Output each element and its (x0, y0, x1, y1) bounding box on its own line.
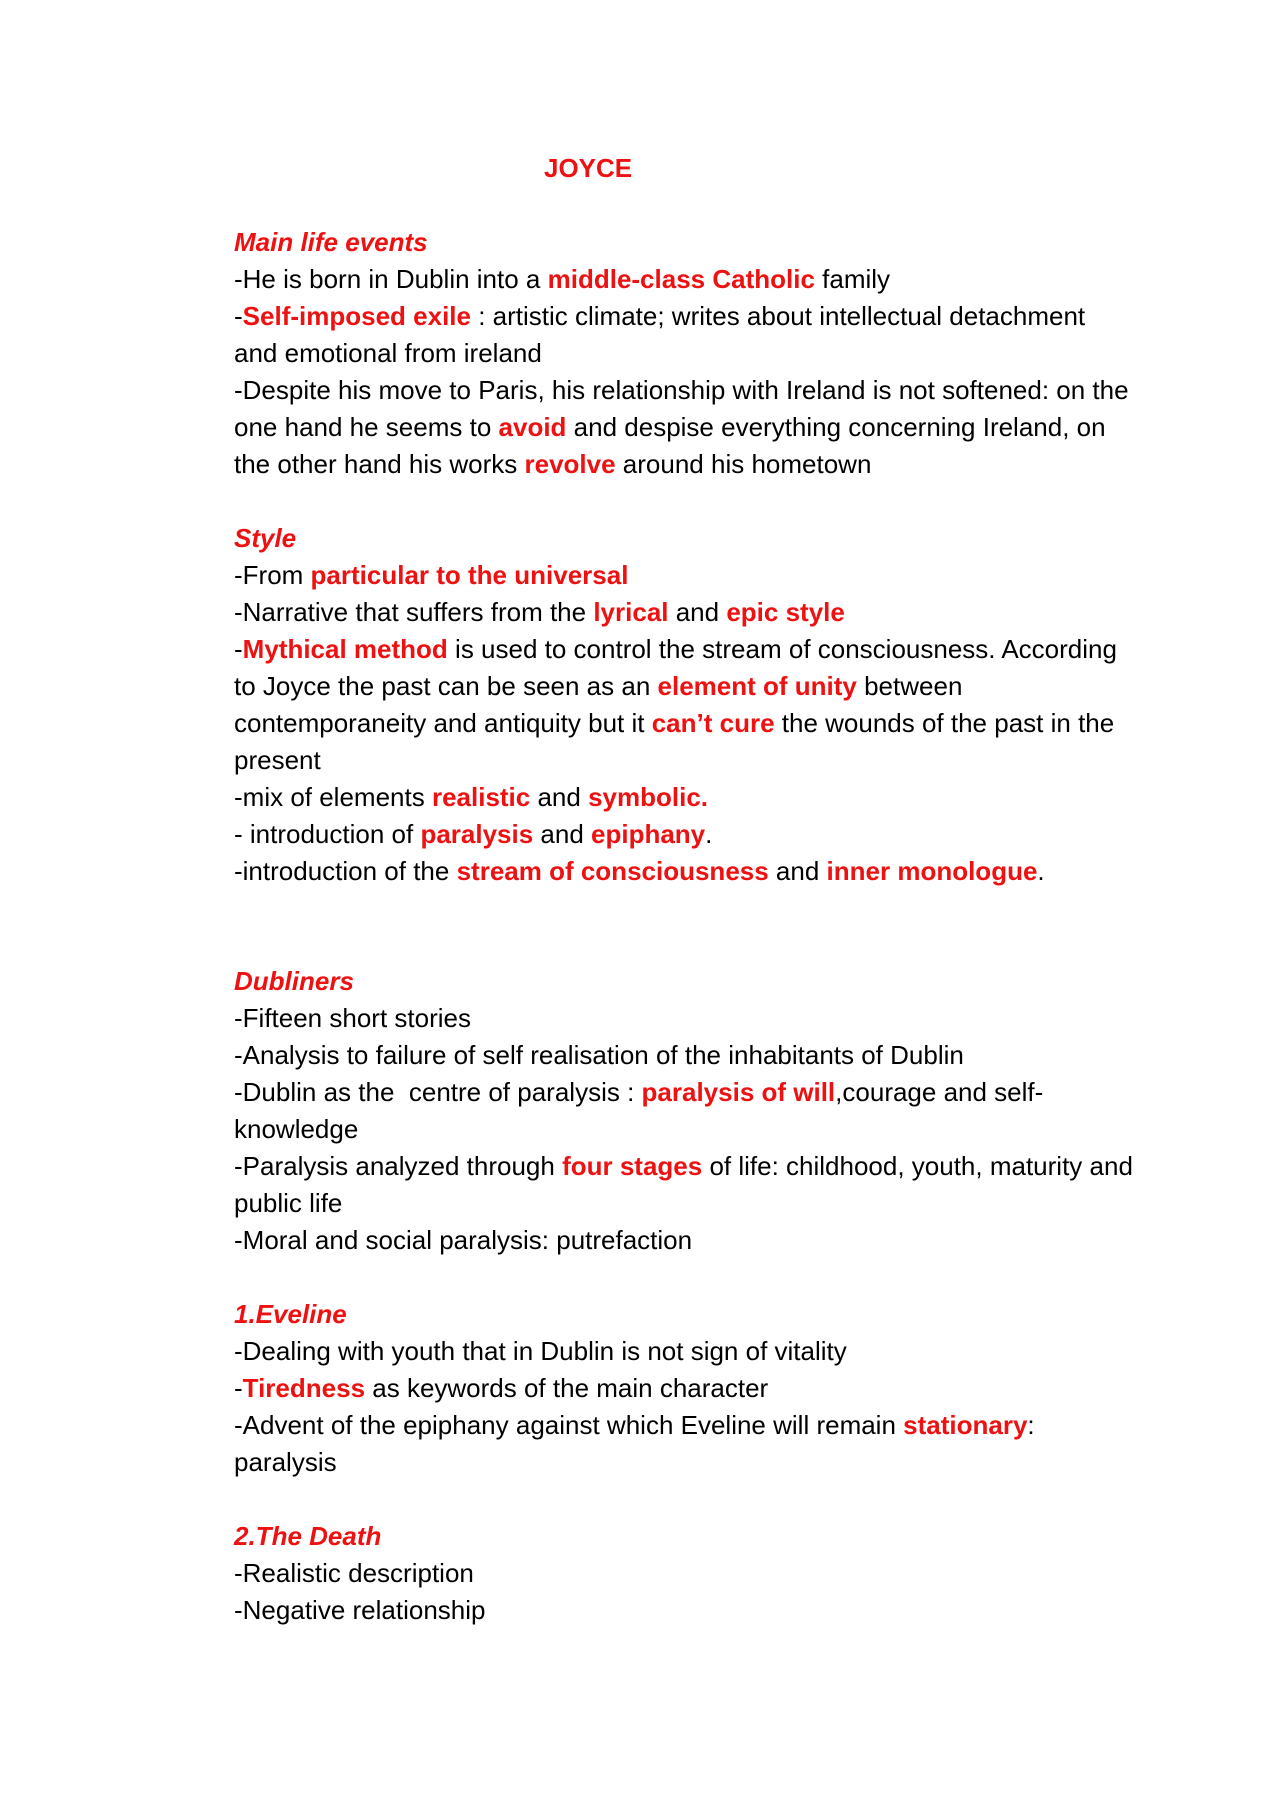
text-run: -introduction of the (234, 856, 457, 886)
bullet-line (234, 631, 1134, 779)
bullet-line (234, 1222, 1134, 1259)
bullet-line (234, 1037, 1134, 1074)
text-run: the wounds of the past in the present (234, 708, 1122, 775)
text-run: -From (234, 560, 311, 590)
sections-container (234, 224, 1141, 1629)
section (234, 224, 1134, 483)
section-heading: 1.Eveline (234, 1299, 347, 1329)
text-run: -Paralysis analyzed through (234, 1151, 563, 1181)
spacer (234, 483, 1134, 520)
text-run: : artistic climate; writes about intellectual detachment and emotional from ireland (234, 301, 1093, 368)
text-run: ,courage and self-knowledge (234, 1077, 1044, 1144)
text-run: - (234, 301, 243, 331)
text-run: and despise everything concerning Ireland, on the other hand his works (234, 412, 1113, 479)
spacer (234, 187, 1134, 224)
text-run: . (705, 819, 713, 849)
bullet-line (234, 594, 1134, 631)
bullet-line (234, 1000, 1134, 1037)
text-run: -Fifteen short stories (234, 1003, 471, 1033)
spacer (234, 890, 1134, 963)
bullet-line (234, 853, 1134, 890)
highlighted-text: particular to the universal (310, 560, 629, 590)
bullet-line (234, 1333, 1134, 1370)
highlighted-text: revolve (524, 449, 616, 479)
highlighted-text: Self-imposed exile (242, 301, 471, 331)
bullet-line (234, 1407, 1134, 1481)
text-run: -Dealing with youth that in Dublin is not sign of vitality (234, 1336, 847, 1366)
text-run: as keywords of the main character (365, 1373, 769, 1403)
bullet-line (234, 1555, 1134, 1592)
text-run: - (234, 1373, 243, 1403)
text-run: : paralysis (234, 1410, 1042, 1477)
text-run: -Analysis to failure of self realisation of the inhabitants of Dublin (234, 1040, 964, 1070)
section (234, 1518, 1134, 1629)
document-title: JOYCE (544, 153, 633, 183)
section-heading: 2.The Death (234, 1521, 382, 1551)
text-run: -Advent of the epiphany against which Eveline will remain (234, 1410, 904, 1440)
bullet-line (234, 1370, 1134, 1407)
spacer (234, 1481, 1134, 1518)
bullet-line (234, 1592, 1134, 1629)
text-run: family (814, 264, 891, 294)
text-run: and (668, 597, 727, 627)
highlighted-text: avoid (498, 412, 567, 442)
highlighted-text: paralysis (420, 819, 534, 849)
text-run: -Dublin as the centre of paralysis : (234, 1077, 642, 1107)
section-heading: Main life events (234, 227, 428, 257)
text-run: -Moral and social paralysis: putrefaction (234, 1225, 693, 1255)
bullet-line (234, 1148, 1141, 1222)
section (234, 963, 1141, 1259)
text-run: -Narrative that suffers from the (234, 597, 594, 627)
section (234, 520, 1134, 890)
text-run: - introduction of (234, 819, 421, 849)
highlighted-text: Tiredness (242, 1373, 366, 1403)
highlighted-text: paralysis of will (641, 1077, 836, 1107)
spacer (234, 1259, 1134, 1296)
text-run: -Despite his move to Paris, his relationship with Ireland is not softened: on the one hand he seems to (234, 375, 1136, 442)
text-run: -He is born in Dublin into a (234, 264, 548, 294)
text-run: -Realistic description (234, 1558, 474, 1588)
text-run: -mix of elements (234, 782, 432, 812)
highlighted-text: Mythical method (242, 634, 448, 664)
highlighted-text: middle-class Catholic (547, 264, 815, 294)
text-run: and (530, 782, 589, 812)
bullet-line (234, 816, 1134, 853)
text-run: of life: childhood, youth, maturity and public life (234, 1151, 1141, 1218)
text-run: around his hometown (615, 449, 872, 479)
text-run: and (768, 856, 827, 886)
text-run: between contemporaneity and antiquity but it (234, 671, 970, 738)
bullet-line (234, 372, 1134, 483)
highlighted-text: stream of consciousness (456, 856, 769, 886)
text-run: . (1037, 856, 1045, 886)
section-heading: Style (234, 523, 297, 553)
bullet-line (234, 298, 1134, 372)
section-heading: Dubliners (234, 966, 354, 996)
highlighted-text: can’t cure (651, 708, 775, 738)
highlighted-text: realistic (431, 782, 531, 812)
highlighted-text: epiphany (591, 819, 706, 849)
text-run: and (533, 819, 592, 849)
highlighted-text: element of unity (657, 671, 857, 701)
highlighted-text: symbolic. (588, 782, 709, 812)
text-run: - (234, 634, 243, 664)
text-run: is used to control the stream of consciousness. According to Joyce the past can be seen as an (234, 634, 1125, 701)
bullet-line (234, 261, 1134, 298)
highlighted-text: epic style (726, 597, 845, 627)
highlighted-text: stationary (903, 1410, 1028, 1440)
bullet-line (234, 557, 1134, 594)
bullet-line (234, 779, 1134, 816)
document-page (234, 150, 1141, 1629)
highlighted-text: inner monologue (826, 856, 1038, 886)
highlighted-text: four stages (562, 1151, 703, 1181)
highlighted-text: lyrical (593, 597, 669, 627)
text-run: -Negative relationship (234, 1595, 486, 1625)
bullet-line (234, 1074, 1134, 1148)
section (234, 1296, 1134, 1481)
